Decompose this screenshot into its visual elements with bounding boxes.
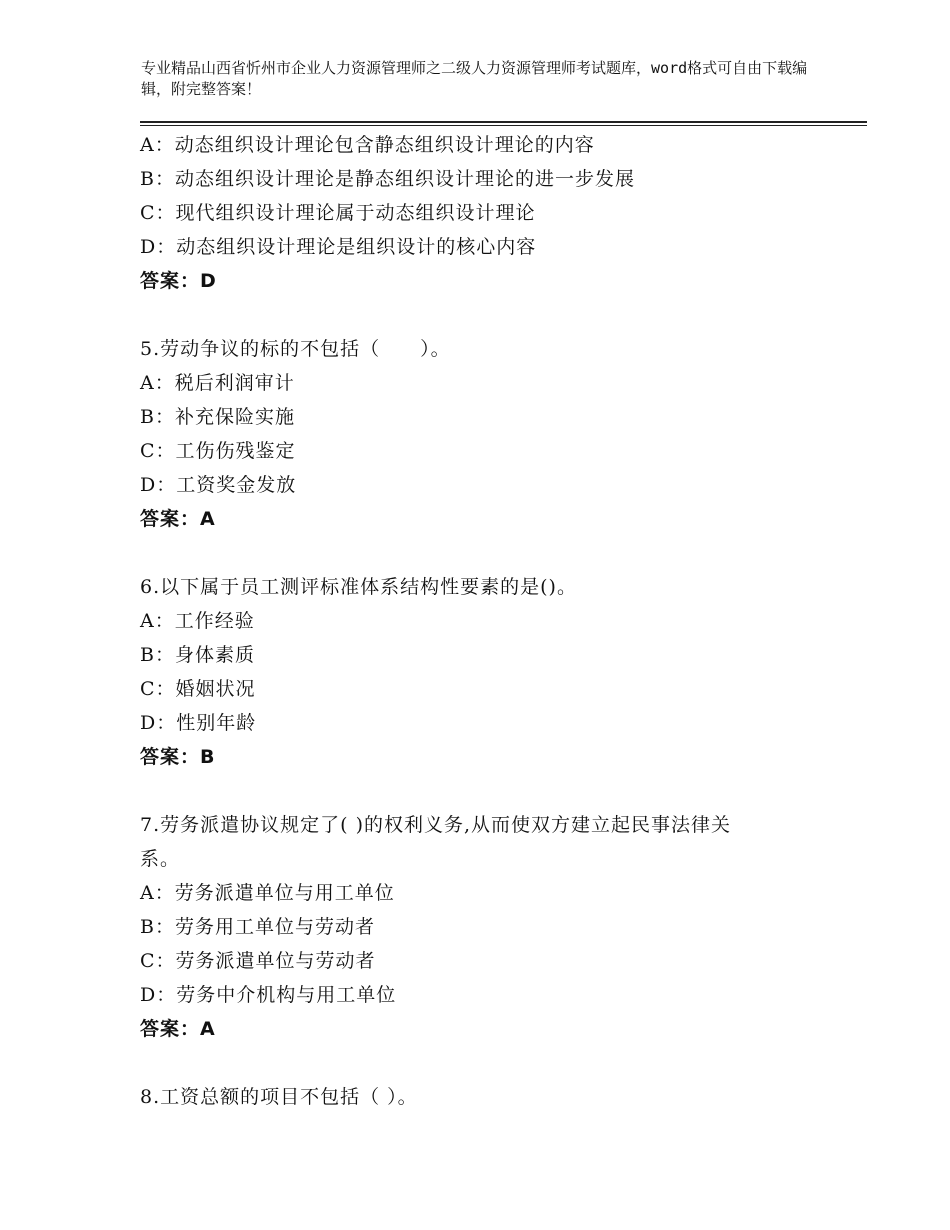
option-a: A：工作经验 xyxy=(140,610,255,632)
question-5 xyxy=(140,332,840,536)
question-list xyxy=(140,128,840,1114)
option-b: B：身体素质 xyxy=(140,644,255,666)
question-8 xyxy=(140,1080,840,1114)
spacer xyxy=(140,298,840,332)
option-c: C：工伤伤残鉴定 xyxy=(140,440,296,462)
option-d: D：性别年龄 xyxy=(140,712,257,734)
spacer xyxy=(140,1046,840,1080)
option-d: D：工资奖金发放 xyxy=(140,474,297,496)
option-c: C：婚姻状况 xyxy=(140,678,256,700)
option-c: C：劳务派遣单位与劳动者 xyxy=(140,950,376,972)
option-a: A：劳务派遣单位与用工单位 xyxy=(140,882,395,904)
option-a: A：税后利润审计 xyxy=(140,372,295,394)
option-b: B：劳务用工单位与劳动者 xyxy=(140,916,375,938)
question-text-line-1: 7.劳务派遣协议规定了( )的权利义务,从而使双方建立起民事法律关 xyxy=(140,814,732,836)
option-c: C：现代组织设计理论属于动态组织设计理论 xyxy=(140,202,536,224)
question-text: 5.劳动争议的标的不包括（ ）。 xyxy=(140,338,451,360)
answer: 答案：A xyxy=(140,1018,216,1040)
answer: 答案：D xyxy=(140,270,217,292)
question-text: 6.以下属于员工测评标准体系结构性要素的是()。 xyxy=(140,576,577,598)
option-d: D：动态组织设计理论是组织设计的核心内容 xyxy=(140,236,537,258)
question-text: 8.工资总额的项目不包括（ ）。 xyxy=(140,1086,418,1108)
spacer xyxy=(140,774,840,808)
spacer xyxy=(140,536,840,570)
answer: 答案：B xyxy=(140,746,216,768)
option-b: B：补充保险实施 xyxy=(140,406,295,428)
question-text-line-2: 系。 xyxy=(140,848,181,870)
option-b: B：动态组织设计理论是静态组织设计理论的进一步发展 xyxy=(140,168,635,190)
option-d: D：劳务中介机构与用工单位 xyxy=(140,984,397,1006)
option-a: A：动态组织设计理论包含静态组织设计理论的内容 xyxy=(140,134,595,156)
question-6 xyxy=(140,570,840,774)
question-7 xyxy=(140,808,840,1046)
divider-thin-line xyxy=(140,125,867,126)
divider-thick-line xyxy=(140,121,867,123)
header-divider xyxy=(140,121,867,127)
document-header: 专业精品山西省忻州市企业人力资源管理师之二级人力资源管理师考试题库，word格式可自由下载编辑，附完整答案！ xyxy=(141,59,808,98)
answer: 答案：A xyxy=(140,508,216,530)
question-4 xyxy=(140,128,840,298)
